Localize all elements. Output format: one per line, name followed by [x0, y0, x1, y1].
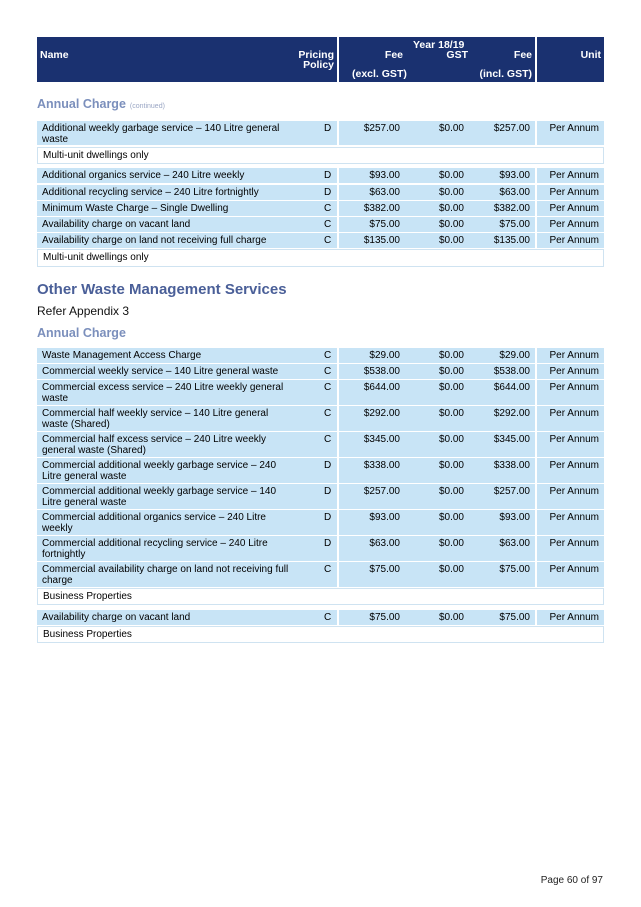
row-policy: D	[324, 460, 332, 471]
row-policy: D	[324, 123, 332, 134]
row-gst: $0.00	[438, 612, 464, 623]
row-gst: $0.00	[438, 382, 464, 393]
row-unit: Per Annum	[549, 564, 599, 575]
row-policy: D	[324, 187, 332, 198]
table-row	[37, 380, 604, 405]
table-row	[37, 168, 604, 183]
row-name: Multi-unit dwellings only	[43, 252, 149, 263]
row-policy: C	[324, 564, 332, 575]
table-row	[37, 348, 604, 363]
row-gst: $0.00	[438, 408, 464, 419]
row-fee-incl: $75.00	[499, 564, 530, 575]
row-fee-incl: $63.00	[499, 538, 530, 549]
row-policy: D	[324, 486, 332, 497]
row-gst: $0.00	[438, 538, 464, 549]
header-fee-incl: Fee	[513, 49, 532, 61]
row-fee-excl: $63.00	[369, 538, 400, 549]
row-fee-excl: $644.00	[363, 382, 400, 393]
row-fee-incl: $93.00	[499, 170, 530, 181]
row-fee-incl: $75.00	[499, 612, 530, 623]
row-fee-excl: $338.00	[363, 460, 400, 471]
row-name: Commercial half excess service – 240 Litre weekly general waste (Shared)	[42, 434, 266, 456]
row-unit: Per Annum	[549, 408, 599, 419]
row-fee-incl: $257.00	[493, 486, 530, 497]
row-unit: Per Annum	[549, 538, 599, 549]
header-unit: Unit	[580, 49, 601, 61]
row-gst: $0.00	[438, 219, 464, 230]
row-policy: C	[324, 203, 332, 214]
header-name-cell	[37, 37, 337, 82]
table-row	[37, 233, 604, 248]
row-gst: $0.00	[438, 366, 464, 377]
header-fee: Fee	[384, 49, 403, 61]
row-name: Commercial additional weekly garbage service – 140 Litre general waste	[42, 486, 277, 508]
row-fee-incl: $345.00	[493, 434, 530, 445]
appendix-reference: Refer Appendix 3	[37, 304, 130, 318]
row-policy: C	[324, 350, 332, 361]
header-incl: (incl. GST)	[479, 68, 532, 80]
table-row	[37, 562, 604, 587]
table-note-row	[37, 626, 604, 643]
row-unit: Per Annum	[549, 187, 599, 198]
row-unit: Per Annum	[549, 123, 599, 134]
row-gst: $0.00	[438, 187, 464, 198]
row-gst: $0.00	[438, 486, 464, 497]
header-pricing: Pricing	[298, 49, 334, 61]
row-unit: Per Annum	[549, 612, 599, 623]
row-policy: C	[324, 612, 332, 623]
row-gst: $0.00	[438, 564, 464, 575]
row-policy: C	[324, 235, 332, 246]
row-gst: $0.00	[438, 170, 464, 181]
row-unit: Per Annum	[549, 434, 599, 445]
table-note-row	[37, 588, 604, 605]
row-policy: D	[324, 512, 332, 523]
table-row	[37, 201, 604, 216]
row-unit: Per Annum	[549, 219, 599, 230]
row-fee-incl: $135.00	[493, 235, 530, 246]
row-unit: Per Annum	[549, 366, 599, 377]
row-fee-incl: $338.00	[493, 460, 530, 471]
row-fee-excl: $135.00	[363, 235, 400, 246]
row-name: Additional organics service – 240 Litre weekly	[42, 170, 245, 181]
table-row	[37, 510, 604, 535]
row-gst: $0.00	[438, 123, 464, 134]
header-gst: GST	[446, 49, 468, 61]
row-fee-excl: $75.00	[369, 219, 400, 230]
row-unit: Per Annum	[549, 460, 599, 471]
row-fee-incl: $63.00	[499, 187, 530, 198]
row-unit: Per Annum	[549, 512, 599, 523]
row-policy: D	[324, 538, 332, 549]
table-row	[37, 364, 604, 379]
row-gst: $0.00	[438, 460, 464, 471]
row-name: Commercial availability charge on land not receiving full charge	[42, 564, 289, 586]
table-row	[37, 610, 604, 625]
row-gst: $0.00	[438, 235, 464, 246]
row-fee-incl: $29.00	[499, 350, 530, 361]
row-name: Commercial additional organics service – 240 Litre weekly	[42, 512, 266, 534]
row-policy: C	[324, 219, 332, 230]
row-fee-excl: $29.00	[369, 350, 400, 361]
table-row	[37, 536, 604, 561]
row-name: Availability charge on vacant land	[42, 612, 191, 623]
row-gst: $0.00	[438, 350, 464, 361]
row-unit: Per Annum	[549, 382, 599, 393]
row-unit: Per Annum	[549, 170, 599, 181]
row-fee-incl: $257.00	[493, 123, 530, 134]
row-unit: Per Annum	[549, 350, 599, 361]
row-name: Commercial excess service – 240 Litre weekly general waste	[42, 382, 284, 404]
row-name: Additional weekly garbage service – 140 Litre general waste	[42, 123, 280, 145]
row-fee-incl: $93.00	[499, 512, 530, 523]
row-fee-incl: $382.00	[493, 203, 530, 214]
row-name: Business Properties	[43, 629, 132, 640]
table-row	[37, 185, 604, 200]
header-unit-cell	[537, 37, 604, 82]
row-gst: $0.00	[438, 512, 464, 523]
section-other-waste-title: Other Waste Management Services	[37, 281, 287, 298]
row-gst: $0.00	[438, 434, 464, 445]
header-excl: (excl. GST)	[352, 68, 407, 80]
header-fee-cell	[339, 37, 535, 82]
table-note-row	[37, 147, 604, 164]
row-name: Additional recycling service – 240 Litre fortnightly	[42, 187, 259, 198]
table-row	[37, 217, 604, 232]
row-policy: C	[324, 382, 332, 393]
row-name: Waste Management Access Charge	[42, 350, 202, 361]
row-fee-excl: $93.00	[369, 512, 400, 523]
row-fee-excl: $75.00	[369, 612, 400, 623]
continued-label: (continued)	[129, 103, 165, 110]
table-row	[37, 121, 604, 145]
row-fee-incl: $644.00	[493, 382, 530, 393]
row-name: Commercial half weekly service – 140 Litre general waste (Shared)	[42, 408, 269, 430]
section-annual-charge-2-title: Annual Charge	[37, 326, 126, 340]
row-fee-excl: $345.00	[363, 434, 400, 445]
table-row	[37, 406, 604, 431]
row-fee-excl: $538.00	[363, 366, 400, 377]
row-name: Minimum Waste Charge – Single Dwelling	[42, 203, 229, 214]
table-row	[37, 484, 604, 509]
row-gst: $0.00	[438, 203, 464, 214]
page-number: Page 60 of 97	[540, 875, 603, 886]
row-fee-excl: $63.00	[369, 187, 400, 198]
header-year: Year 18/19	[413, 39, 465, 51]
row-policy: C	[324, 434, 332, 445]
row-fee-incl: $292.00	[493, 408, 530, 419]
row-policy: C	[324, 408, 332, 419]
table-note-row	[37, 249, 604, 267]
row-fee-incl: $75.00	[499, 219, 530, 230]
row-unit: Per Annum	[549, 235, 599, 246]
row-unit: Per Annum	[549, 486, 599, 497]
table-row	[37, 432, 604, 457]
row-name: Availability charge on land not receiving full charge	[42, 235, 267, 246]
header-policy: Policy	[303, 59, 334, 71]
row-policy: D	[324, 170, 332, 181]
header-name: Name	[40, 49, 69, 61]
row-name: Commercial additional recycling service – 240 Litre fortnightly	[42, 538, 268, 560]
row-policy: C	[324, 366, 332, 377]
row-fee-excl: $93.00	[369, 170, 400, 181]
row-fee-excl: $257.00	[363, 486, 400, 497]
row-fee-excl: $382.00	[363, 203, 400, 214]
section-annual-charge-title: Annual Charge (continued)	[37, 97, 165, 111]
row-name: Commercial additional weekly garbage service – 240 Litre general waste	[42, 460, 277, 482]
row-name: Multi-unit dwellings only	[43, 150, 149, 161]
row-name: Availability charge on vacant land	[42, 219, 191, 230]
row-name: Commercial weekly service – 140 Litre general waste	[42, 366, 279, 377]
row-name: Business Properties	[43, 591, 132, 602]
table-row	[37, 458, 604, 483]
row-fee-excl: $257.00	[363, 123, 400, 134]
row-fee-incl: $538.00	[493, 366, 530, 377]
row-unit: Per Annum	[549, 203, 599, 214]
row-fee-excl: $75.00	[369, 564, 400, 575]
row-fee-excl: $292.00	[363, 408, 400, 419]
